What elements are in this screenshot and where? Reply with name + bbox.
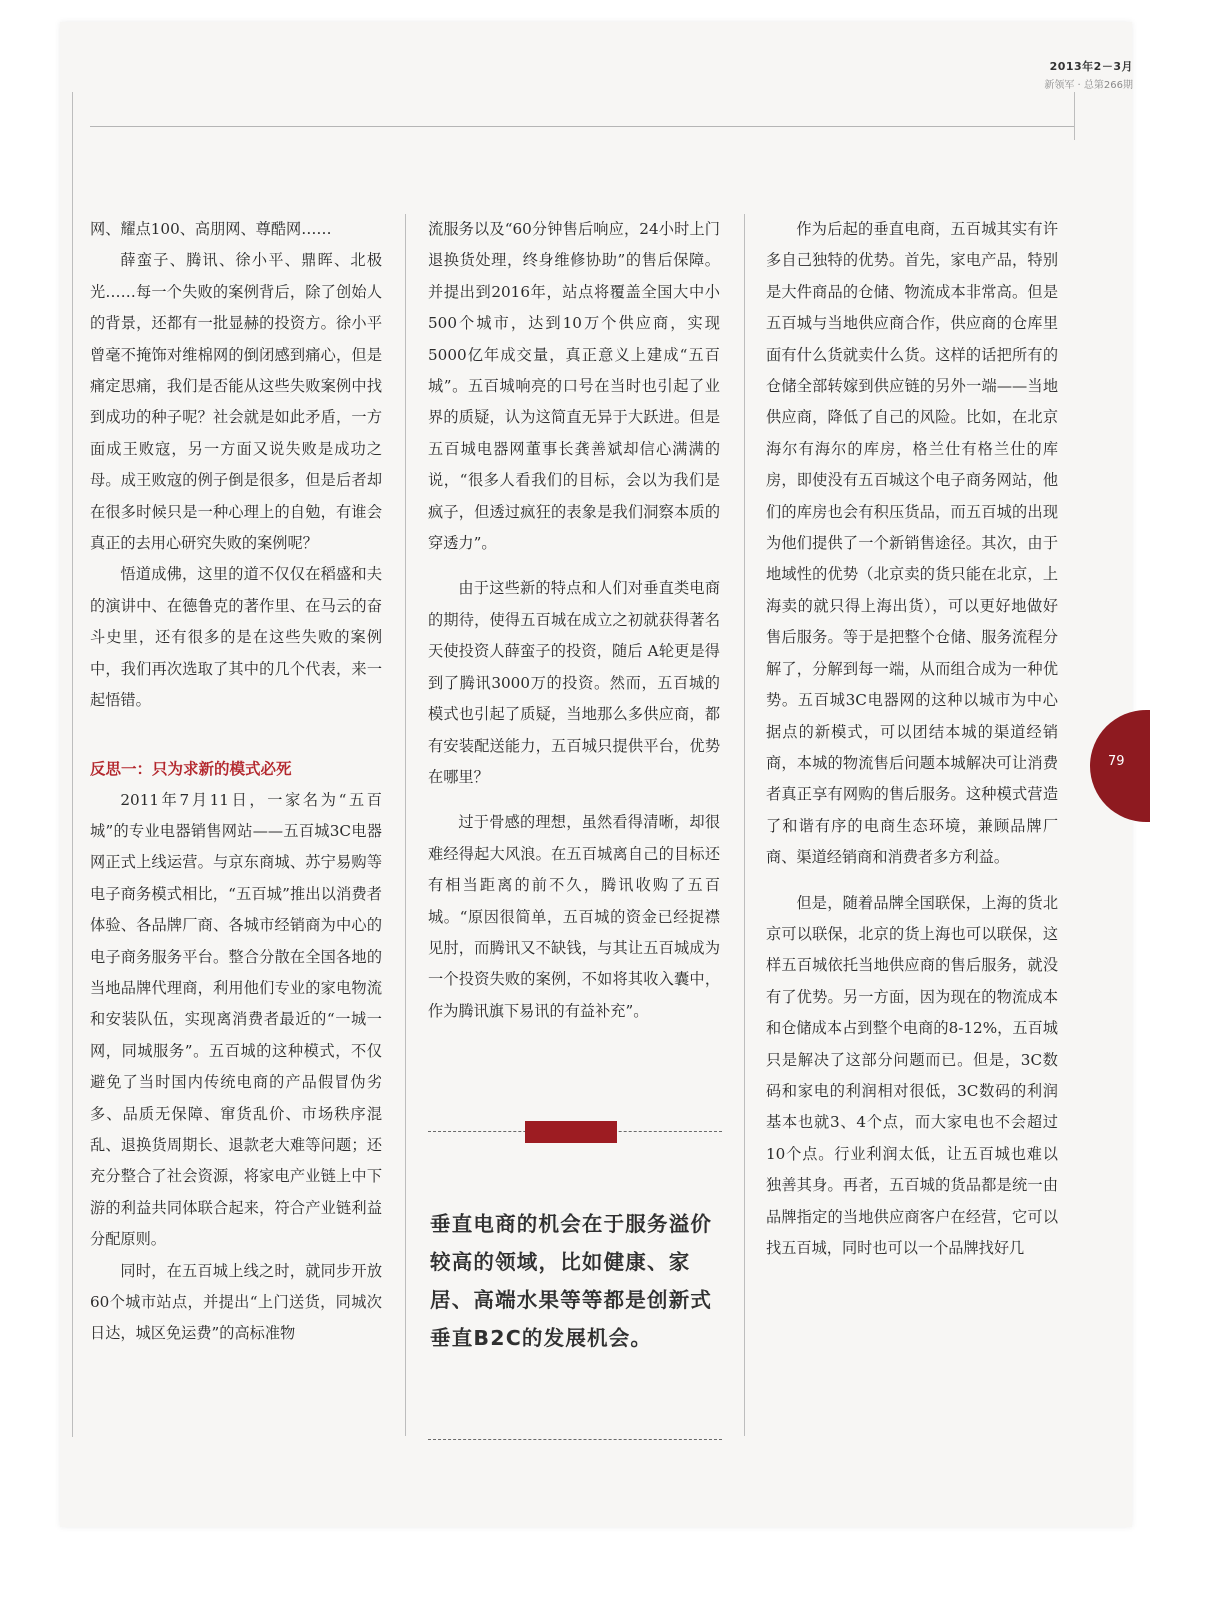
pull-quote: 垂直电商的机会在于服务溢价较高的领域，比如健康、家居、高端水果等等都是创新式垂直B2C的发展机会。 [430,1212,713,1350]
paragraph: 悟道成佛，这里的道不仅仅在稻盛和夫的演讲中、在德鲁克的著作里、在马云的奋斗史里，还有很多的是在这些失败的案例中，我们再次选取了其中的几个代表，来一起悟错。 [90,565,382,710]
pullquote-red-bar [525,1121,617,1143]
header-rule [90,126,1074,127]
page-left-rule [72,92,73,1437]
issue-number: 新领军 · 总第266期 [1044,80,1133,91]
column-3 [766,214,1058,1264]
paragraph: 但是，随着品牌全国联保，上海的货北京可以联保，北京的货上海也可以联保，这样五百城依托当地供应商的售后服务，就没有了优势。另一方面，因为现在的物流成本和仓储成本占到整个电商的8-12%，五百城只是解决了这部分问题而已。但是，3C数码和家电的利润相对很低，3C数码的利润基本也就3、4个点，而大家电也不会超过10个点。行业利润太低，让五百城也难以独善其身。再者，五百城的货品都是统一由品牌指定的当地供应商客户在经营，它可以找五百城，同时也可以一个品牌找好几 [766,893,1058,1257]
column-divider-2 [744,214,745,1436]
paragraph: 2011年7月11日，一家名为“五百城”的专业电器销售网站——五百城3C电器网正式上线运营。与京东商城、苏宁易购等电子商务模式相比，“五百城”推出以消费者体验、各品牌厂商、各城市经销商为中心的电子商务服务平台。整合分散在全国各地的当地品牌代理商，利用他们专业的家电物流和安装队伍，实现离消费者最近的“一城一网，同城服务”。五百城的这种模式，不仅避免了当时国内传统电商的产品假冒伪劣多、品质无保障、窜货乱价、市场秩序混乱、退换货周期长、退款老大难等问题；还充分整合了社会资源，将家电产业链上中下游的利益共同体联合起来，符合产业链利益分配原则。 [90,790,382,1249]
column-1 [90,214,382,1350]
page-header [1044,58,1133,91]
section-heading: 反思一：只为求新的模式必死 [90,759,292,778]
paragraph: 由于这些新的特点和人们对垂直类电商的期待，使得五百城在成立之初就获得著名天使投资人薛蛮子的投资，随后 A轮更是得到了腾讯3000万的投资。然而，五百城的模式也引起了质疑，当地那么多供应商，都有安装配送能力，五百城只提供平台，优势在哪里？ [428,579,720,786]
paragraph: 网、耀点100、高朋网、尊酷网…… [90,220,332,238]
page-number: 79 [1108,754,1125,769]
issue-date: 2013年2－3月 [1049,60,1133,73]
paragraph: 同时，在五百城上线之时，就同步开放60个城市站点，并提出“上门送货，同城次日达，城区免运费”的高标准物 [90,1261,382,1343]
paragraph: 流服务以及“60分钟售后响应，24小时上门退换货处理，终身维修协助”的售后保障。并提出到2016年，站点将覆盖全国大中小500个城市，达到10万个供应商，实现5000亿年成交量，真正意义上建成“五百城”。五百城响亮的口号在当时也引起了业界的质疑，认为这简直无异于大跃进。但是五百城电器网董事长龚善斌却信心满满的说，“很多人看我们的目标，会以为我们是疯子，但透过疯狂的表象是我们洞察本质的穿透力”。 [428,220,720,553]
paragraph: 作为后起的垂直电商，五百城其实有许多自己独特的优势。首先，家电产品，特别是大件商品的仓储、物流成本非常高。但是五百城与当地供应商合作，供应商的仓库里面有什么货就卖什么货。这样的话把所有的仓储全部转嫁到供应链的另外一端——当地供应商，降低了自己的风险。比如，在北京海尔有海尔的库房，格兰仕有格兰仕的库房，即使没有五百城这个电子商务网站，他们的库房也会有积压货品，而五百城的出现为他们提供了一个新销售途径。其次，由于地域性的优势（北京卖的货只能在北京，上海卖的就只得上海出货），可以更好地做好售后服务。等于是把整个仓储、服务流程分解了，分解到每一端，从而组合成为一种优势。五百城3C电器网的这种以城市为中心据点的新模式，可以团结本城的渠道经销商，本城的物流售后问题本城解决可让消费者真正享有网购的售后服务。这种模式营造了和谐有序的电商生态环境，兼顾品牌厂商、渠道经销商和消费者多方利益。 [766,220,1058,867]
paragraph: 薛蛮子、腾讯、徐小平、鼎晖、北极光……每一个失败的案例背后，除了创始人的背景，还都有一批显赫的投资方。徐小平曾毫不掩饰对维棉网的倒闭感到痛心，但是痛定思痛，我们是否能从这些失败案例中找到成功的种子呢？社会就是如此矛盾，一方面成王败寇，另一方面又说失败是成功之母。成王败寇的例子倒是很多，但是后者却在很多时候只是一种心理上的自勉，有谁会真正的去用心研究失败的案例呢？ [90,251,382,553]
paragraph: 过于骨感的理想，虽然看得清晰，却很难经得起大风浪。在五百城离自己的目标还有相当距离的前不久，腾讯收购了五百城。“原因很简单，五百城的资金已经捉襟见肘，而腾讯又不缺钱，与其让五百城成为一个投资失败的案例，不如将其收入囊中，作为腾讯旗下易讯的有益补充”。 [428,813,720,1020]
page-right-rule [1074,92,1075,140]
pullquote-bottom-dash [428,1439,722,1440]
column-2 [428,214,720,1027]
column-divider-1 [405,214,406,1436]
